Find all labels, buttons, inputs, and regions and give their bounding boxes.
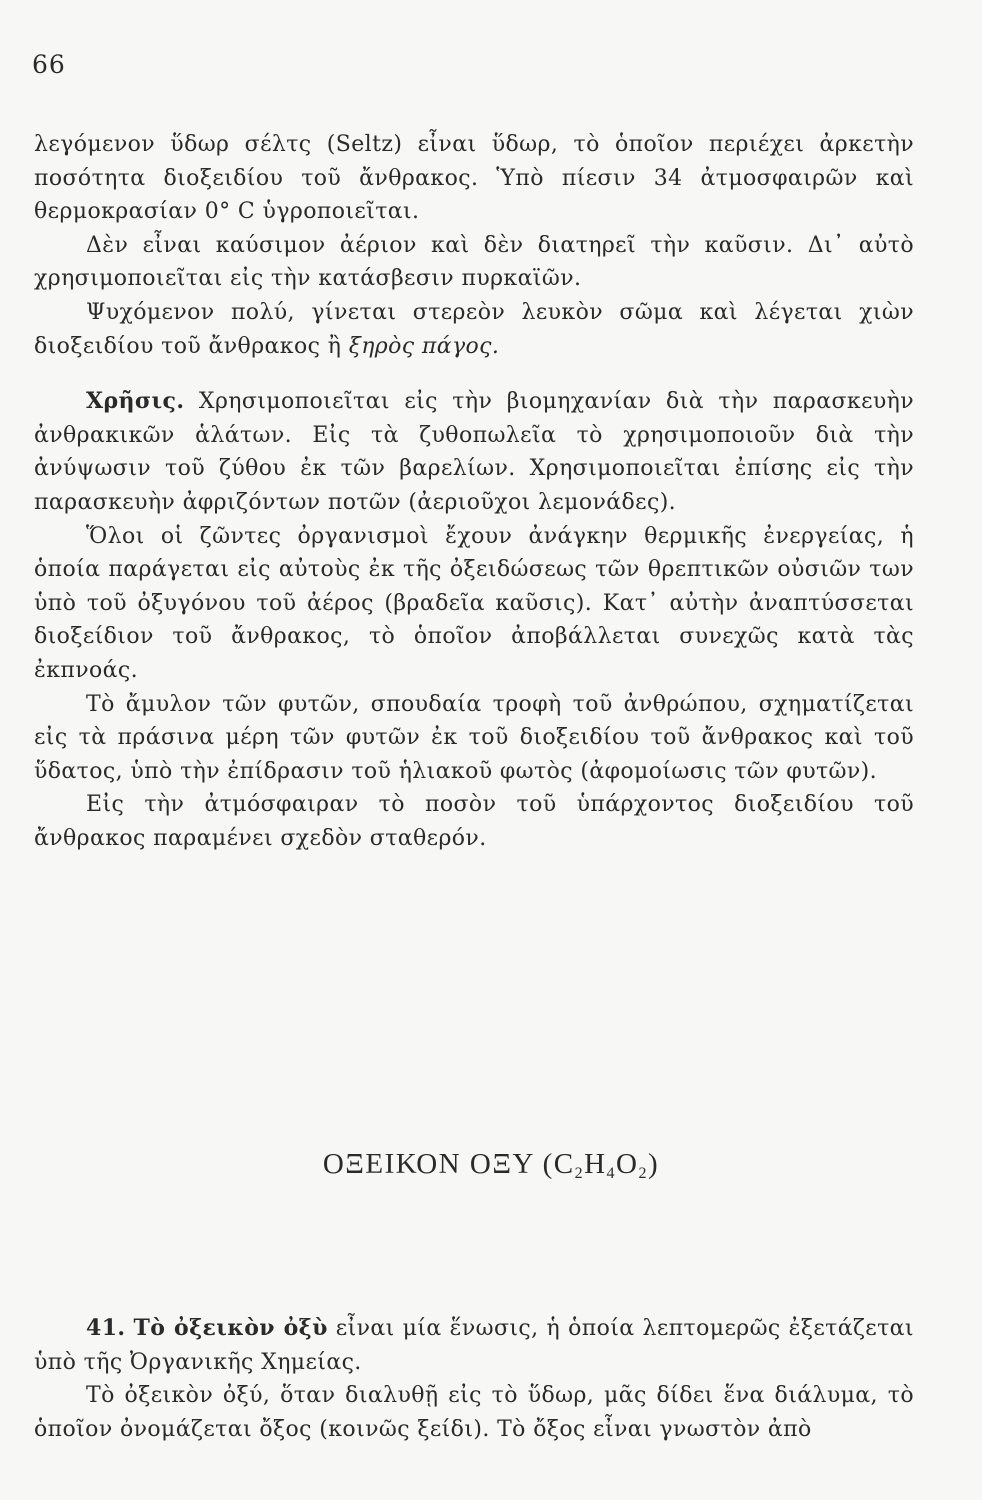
acetic-acid-term: Τὸ ὀξεικὸν ὀξὺ (133, 1315, 328, 1341)
heading-formula: $(C_2H_4O_2)$ (542, 1148, 660, 1182)
section-heading (0, 1148, 982, 1183)
paragraph-starch: Τὸ ἄμυλον τῶν φυτῶν, σπουδαία τροφὴ τοῦ ἀνθρώπου, σχηματίζεται εἰς τὰ πράσινα μέρη τῶν φυτῶν ἐκ τοῦ διοξειδίου τοῦ ἄνθρακος καὶ τοῦ ὕδατος, ὑπὸ τὴν ἐπίδρασιν τοῦ ἡλιακοῦ φωτὸς (ἀφομοίωσις τῶν φυτῶν). (34, 691, 914, 784)
paragraph-section-41 (34, 1312, 914, 1379)
heading-title: ΟΞΕΙΚΟΝ ΟΞΥ (322, 1148, 534, 1180)
paragraph-vinegar: Τὸ ὀξεικὸν ὀξύ, ὅταν διαλυθῇ εἰς τὸ ὕδωρ, μᾶς δίδει ἕνα διάλυμα, τὸ ὁποῖον ὀνομάζεται ὄξος (κοινῶς ξείδι). Τὸ ὄξος εἶναι γνωστὸν ἀπὸ (34, 1383, 914, 1442)
paragraph-organisms: Ὅλοι οἱ ζῶντες ὀργανισμοὶ ἔχουν ἀνάγκην θερμικῆς ἐνεργείας, ἡ ὁποία παράγεται εἰς αὐτοὺς ἐκ τῆς ὀξειδώσεως τῶν θρεπτικῶν οὐσιῶν των ὑπὸ τοῦ ὀξυγόνου τοῦ ἀέρος (βραδεῖα καῦσις). Κατ᾽ αὐτὴν ἀναπτύσσεται διοξείδιον τοῦ ἄνθρακος, τὸ ὁποῖον ἀποβάλλεται συνεχῶς κατὰ τὰς ἐκπνοάς. (34, 523, 914, 683)
uses-text: Χρησιμοποιεῖται εἰς τὴν βιομηχανίαν διὰ τὴν παρασκευὴν ἀνθρακικῶν ἁλάτων. Εἰς τὰ ζυθοπωλεῖα τὸ χρησιμοποιοῦν διὰ τὴν ἀνύψωσιν τοῦ ζύθου ἐκ τῶν βαρελίων. Χρησιμοποιεῖται ἐπίσης εἰς τὴν παρασκευὴν ἀφριζόντων ποτῶν (ἀεριοῦχοι λεμονάδες). (34, 389, 914, 515)
section-41-text: εἶναι μία ἕνωσις, ἡ ὁποία λεπτομερῶς ἐξετάζεται ὑπὸ τῆς Ὀργανικῆς Χημείας. (34, 1316, 914, 1375)
paragraph-atmosphere: Εἰς τὴν ἀτμόσφαιραν τὸ ποσὸν τοῦ ὑπάρχοντος διοξειδίου τοῦ ἄνθρακος παραμένει σχεδὸν σταθερόν. (34, 792, 914, 851)
paragraph-seltz: λεγόμενον ὕδωρ σέλτς (Seltz) εἶναι ὕδωρ, τὸ ὁποῖον περιέχει ἀρκετὴν ποσότητα διοξειδίου τοῦ ἄνθρακος. Ὑπὸ πίεσιν 34 ἀτμοσφαιρῶν καὶ θερμοκρασίαν 0° C ὑγροποιεῖται. (34, 132, 914, 225)
dry-ice-text: Ψυχόμενον πολύ, γίνεται στερεὸν λευκὸν σῶμα καὶ λέγεται χιὼν διοξειδίου τοῦ ἄνθρακος ἢ (34, 299, 914, 359)
paragraph-uses (34, 385, 914, 519)
paragraph-not-combustible: Δὲν εἶναι καύσιμον ἀέριον καὶ δὲν διατηρεῖ τὴν καῦσιν. Δι᾽ αὐτὸ χρησιμοποιεῖται εἰς τὴν κατάσβεσιν πυρκαϊῶν. (34, 232, 914, 292)
page-number: 66 (32, 50, 66, 79)
text-block-lower (34, 1312, 914, 1446)
section-number: 41. (86, 1315, 126, 1341)
paragraph-dry-ice (34, 296, 914, 363)
text-block-upper (34, 128, 914, 855)
dry-ice-term: ξηρὸς πάγος. (348, 333, 500, 359)
uses-label: Χρῆσις. (86, 388, 185, 415)
